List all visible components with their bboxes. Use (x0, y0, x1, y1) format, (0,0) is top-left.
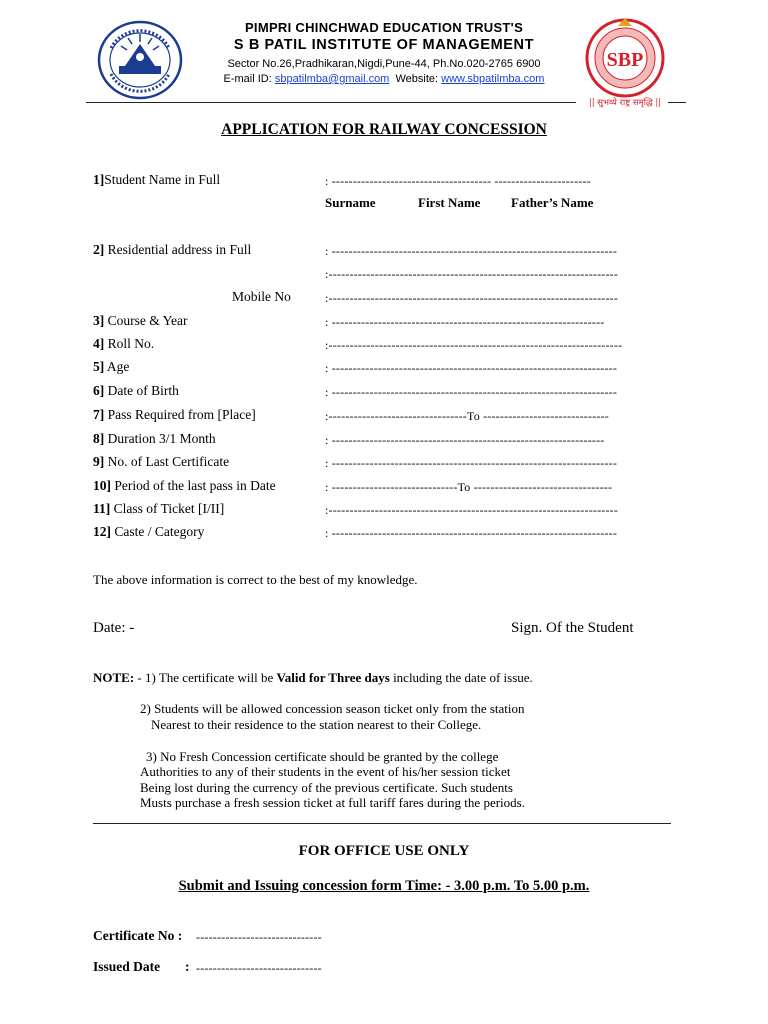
email-link[interactable]: sbpatilmba@gmail.com (274, 73, 390, 85)
field-8-blank[interactable]: : ----------------------------------------------------------------- (325, 433, 605, 447)
issued-date-blank[interactable]: ------------------------------ (196, 961, 322, 975)
email-label: E-mail ID: (223, 73, 275, 85)
mobile-blank[interactable]: :--------------------------------------------------------------------- (325, 291, 619, 305)
institute-address: Sector No.26,Pradhikaran,Nigdi,Pune-44, Ph.No.020-2765 6900 (227, 58, 541, 70)
student-signature-label: Sign. Of the Student (511, 620, 634, 636)
subhead-surname: Surname (325, 195, 376, 210)
field-6-blank[interactable]: : -------------------------------------------------------------------- (325, 385, 618, 399)
field-11-label: 11] Class of Ticket [I/II] (93, 501, 225, 516)
field-9-blank[interactable]: : -------------------------------------------------------------------- (325, 456, 618, 470)
field-3-blank[interactable]: : ----------------------------------------------------------------- (325, 315, 605, 329)
certificate-no-label: Certificate No : (93, 928, 183, 943)
field-3-label: 3] Course & Year (93, 313, 188, 328)
office-timing: Submit and Issuing concession form Time: - 3.00 p.m. To 5.00 p.m. (178, 878, 590, 894)
header-divider-short (668, 102, 686, 103)
field-7-blank[interactable]: :---------------------------------To ------------------------------ (325, 409, 609, 423)
date-label: Date: - (93, 620, 135, 636)
seal-motto: || सुभव्ये राष्ट्र समृद्धि || (588, 98, 662, 108)
field-10-label: 10] Period of the last pass in Date (93, 478, 276, 493)
issued-date-label: Issued Date (93, 959, 161, 974)
field-4-label: 4] Roll No. (93, 336, 155, 351)
field-4-blank[interactable]: :---------------------------------------------------------------------- (325, 338, 623, 352)
note-2-line2: Nearest to their residence to the station nearest to their College. (151, 717, 482, 732)
institute-name: S B PATIL INSTITUTE OF MANAGEMENT (233, 37, 535, 53)
note-3-line3: Being lost during the currency of the previous certificate. Such students (140, 780, 513, 795)
note-3-line2: Authorities to any of their students in the event of his/her session ticket (140, 764, 511, 779)
note-2-line1: 2) Students will be allowed concession season ticket only from the station (140, 701, 525, 716)
website-link[interactable]: www.sbpatilmba.com (441, 73, 545, 85)
website-label: Website: (395, 73, 442, 85)
field-12-label: 12] Caste / Category (93, 524, 205, 539)
field-12-blank[interactable]: : -------------------------------------------------------------------- (325, 526, 618, 540)
field-1-blank[interactable]: : -------------------------------------- ----------------------- (325, 174, 591, 188)
subhead-fathers-name: Father’s Name (511, 195, 594, 210)
note-1: NOTE: - 1) The certificate will be Valid for Three days including the date of issue. (93, 670, 533, 685)
certificate-no-blank[interactable]: ------------------------------ (196, 930, 322, 944)
section-divider (93, 823, 671, 824)
header-divider (86, 102, 576, 103)
field-8-label: 8] Duration 3/1 Month (93, 431, 216, 446)
field-5-label: 5] Age (93, 359, 130, 374)
contact-line (0, 73, 768, 85)
declaration-statement: The above information is correct to the best of my knowledge. (93, 572, 418, 587)
note-lead: NOTE: (93, 670, 135, 685)
office-use-heading: FOR OFFICE USE ONLY (298, 843, 470, 859)
field-2-blank[interactable]: : -------------------------------------------------------------------- (325, 244, 618, 258)
seal-initials: SBP (606, 49, 644, 71)
field-11-blank[interactable]: :--------------------------------------------------------------------- (325, 503, 619, 517)
field-5-blank[interactable]: : -------------------------------------------------------------------- (325, 361, 618, 375)
field-1-label: 1]Student Name in Full (93, 172, 221, 187)
field-7-label: 7] Pass Required from [Place] (93, 407, 256, 422)
form-title: APPLICATION FOR RAILWAY CONCESSION (221, 121, 547, 138)
note-3-line4: Musts purchase a fresh session ticket at full tariff fares during the periods. (140, 795, 525, 810)
mobile-label: Mobile No (232, 289, 291, 304)
note-3-line1: 3) No Fresh Concession certificate should be granted by the college (146, 749, 499, 764)
field-6-label: 6] Date of Birth (93, 383, 179, 398)
field-9-label: 9] No. of Last Certificate (93, 454, 230, 469)
subhead-first-name: First Name (418, 195, 481, 210)
field-2-blank-line2[interactable]: :--------------------------------------------------------------------- (325, 267, 619, 281)
field-2-label: 2] Residential address in Full (93, 242, 252, 257)
trust-name: PIMPRI CHINCHWAD EDUCATION TRUST'S (244, 20, 524, 35)
field-10-blank[interactable]: : ------------------------------To --------------------------------- (325, 480, 613, 494)
issued-date-colon: : (185, 959, 190, 974)
